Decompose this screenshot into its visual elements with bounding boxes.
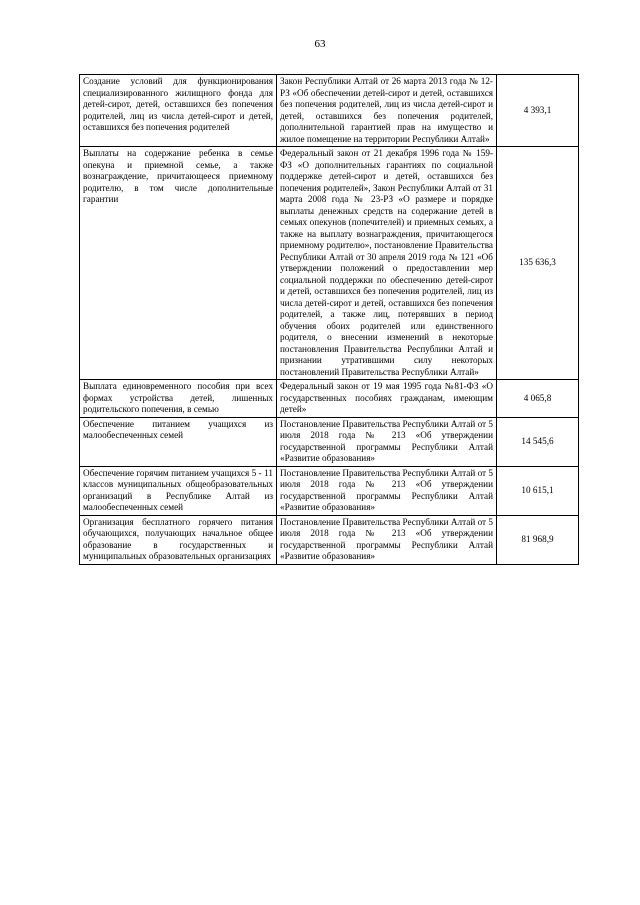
amount-cell: 4 393,1	[497, 75, 579, 147]
amount-cell: 14 545,6	[497, 417, 579, 466]
purpose-cell: Обеспечение питанием учащихся из малообеспеченных семей	[80, 417, 277, 466]
amount-cell: 81 968,9	[497, 515, 579, 564]
table-row	[80, 466, 579, 515]
purpose-cell: Выплата единовременного пособия при всех формах устройства детей, лишенных родительского попечения, в семью	[80, 380, 277, 418]
amount-cell: 135 636,3	[497, 147, 579, 380]
expenditure-table	[79, 74, 579, 565]
table-row	[80, 380, 579, 418]
legal-basis-cell: Постановление Правительства Республики Алтай от 5 июля 2018 года № 213 «Об утверждении государственной программы Республики Алтай «Развитие образования»	[277, 466, 497, 515]
purpose-cell: Создание условий для функционирования специализированного жилищного фонда для детей-сирот, детей, оставшихся без попечения родителей, лиц из числа детей-сирот и детей, оставшихся без попечения родителей	[80, 75, 277, 147]
legal-basis-cell: Постановление Правительства Республики Алтай от 5 июля 2018 года № 213 «Об утверждении государственной программы Республики Алтай «Развитие образования»	[277, 417, 497, 466]
table-row	[80, 147, 579, 380]
purpose-cell: Выплаты на содержание ребенка в семье опекуна и приемной семье, а также вознаграждение, причитающееся приемному родителю, в том числе дополнительные гарантии	[80, 147, 277, 380]
page-number: 63	[314, 38, 326, 50]
purpose-cell: Организация бесплатного горячего питания обучающихся, получающих начальное общее образование в государственных и муниципальных образовательных организациях	[80, 515, 277, 564]
legal-basis-cell: Федеральный закон от 21 декабря 1996 года № 159-ФЗ «О дополнительных гарантиях по социальной поддержке детей-сирот и детей, оставшихся без попечения родителей», Закон Республики Алтай от 31 марта 2008 года № 23-РЗ «О размере и порядке выплаты денежных средств на содержание детей в семьях опекунов (попечителей) и приемных семьях, а также на выплату вознаграждения, причитающегося приемному родителю», постановление Правительства Республики Алтай от 30 апреля 2019 года № 121 «Об утверждении положений о предоставлении мер социальной поддержки по обеспечению детей-сирот и детей, оставшихся без попечения родителей, лиц из числа детей-сирот и детей, оставшихся без попечения родителей, а также лиц, потерявших в период обучения обоих родителей или единственного родителя, о внесении изменений в некоторые постановления Правительства Республики Алтай и признании утратившими силу некоторых постановлений Правительства Республики Алтай»	[277, 147, 497, 380]
table-row	[80, 75, 579, 147]
legal-basis-cell: Постановление Правительства Республики Алтай от 5 июля 2018 года № 213 «Об утверждении государственной программы Республики Алтай «Развитие образования»	[277, 515, 497, 564]
amount-cell: 4 065,8	[497, 380, 579, 418]
table-row	[80, 417, 579, 466]
amount-cell: 10 615,1	[497, 466, 579, 515]
legal-basis-cell: Федеральный закон от 19 мая 1995 года №81-ФЗ «О государственных пособиях гражданам, имеющим детей»	[277, 380, 497, 418]
table-row	[80, 515, 579, 564]
purpose-cell: Обеспечение горячим питанием учащихся 5 - 11 классов муниципальных общеобразовательных организаций в Республике Алтай из малообеспеченных семей	[80, 466, 277, 515]
legal-basis-cell: Закон Республики Алтай от 26 марта 2013 года № 12-РЗ «Об обеспечении детей-сирот и детей, оставшихся без попечения родителей, лиц из числа детей-сирот и детей, оставшихся без попечения родителей, дополнительной гарантией прав на имущество и жилое помещение на территории Республики Алтай»	[277, 75, 497, 147]
